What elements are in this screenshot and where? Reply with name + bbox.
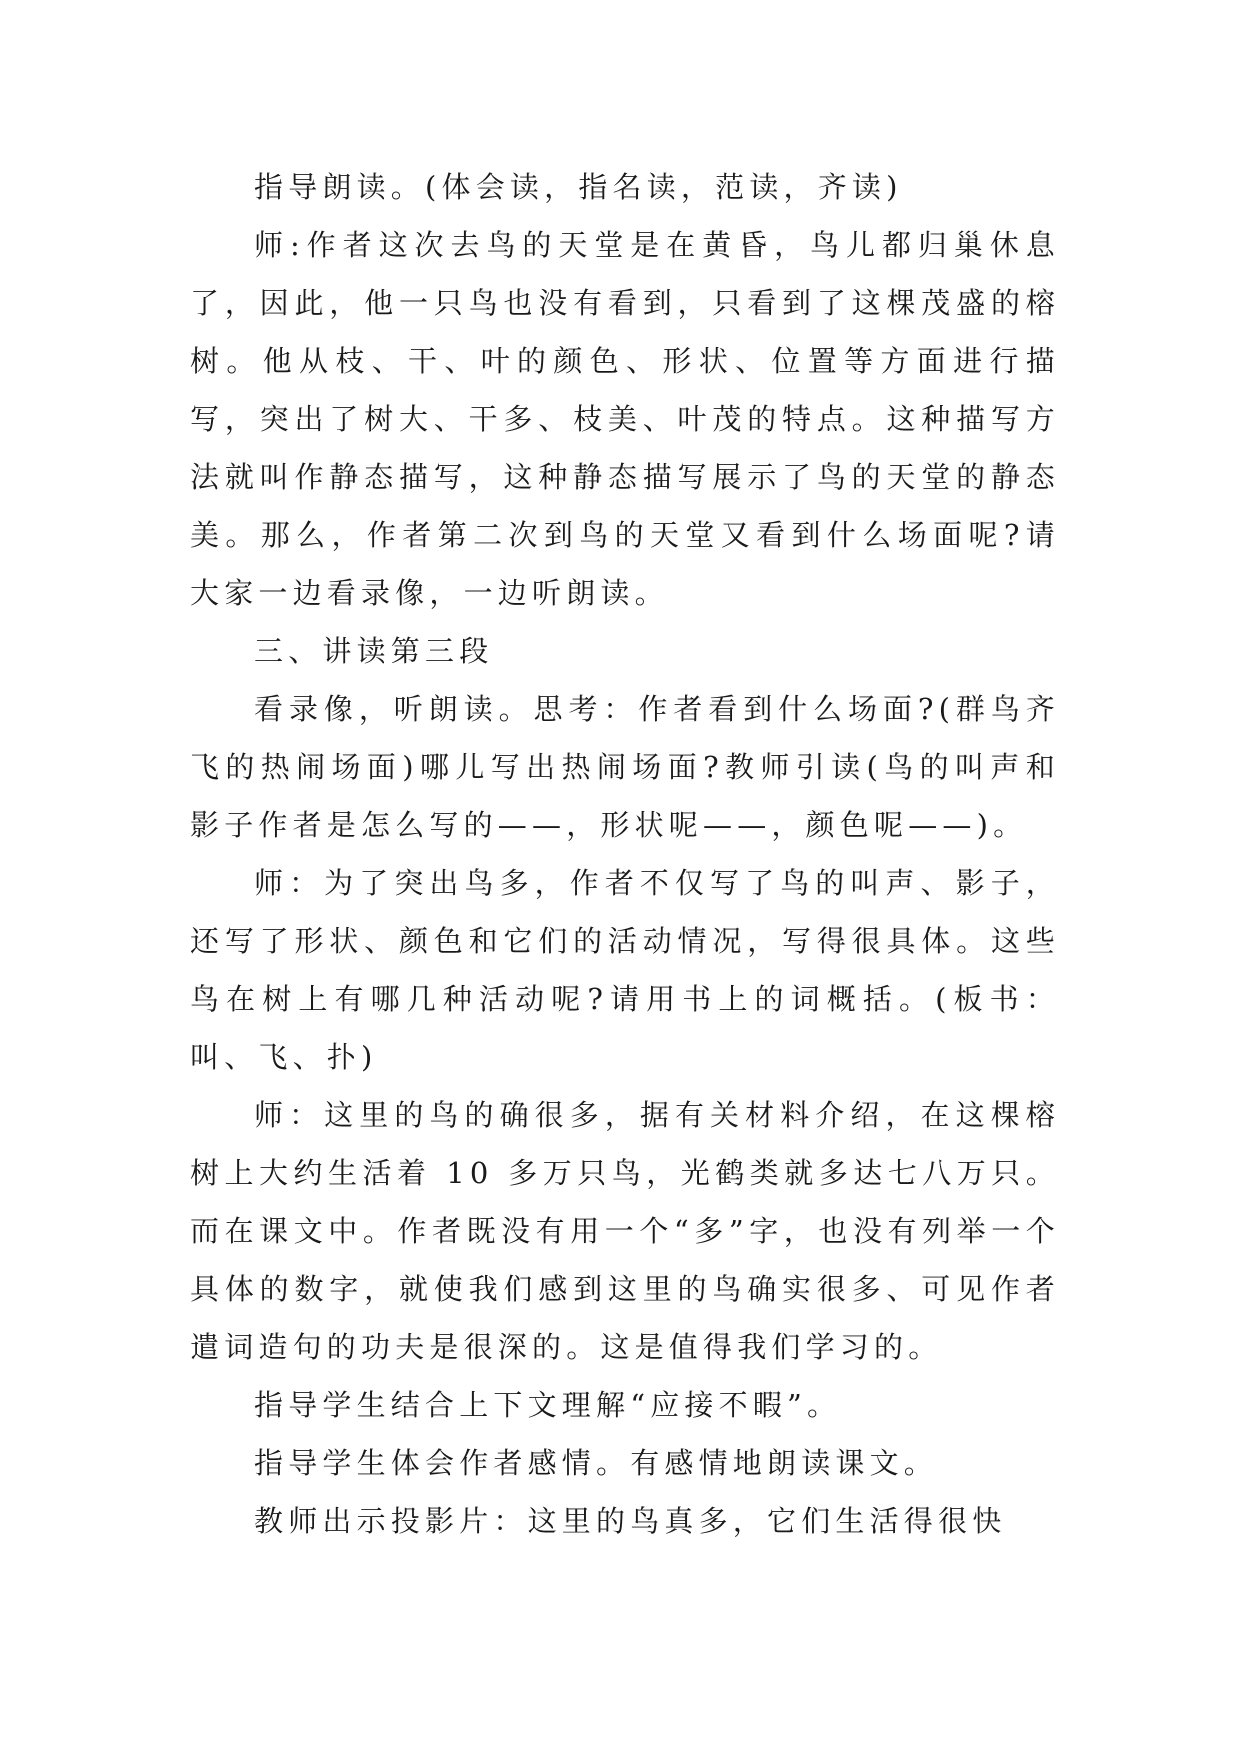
paragraph-watch-video: 看录像，听朗读。思考：作者看到什么场面?(群鸟齐飞的热闹场面)哪儿写出热闹场面?教师引读(鸟的叫声和影子作者是怎么写的——，形状呢——，颜色呢——)。 [190,692,1060,842]
paragraph-author-feelings: 指导学生体会作者感情。有感情地朗读课文。 [254,1446,939,1480]
paragraph-projection-slide: 教师出示投影片：这里的鸟真多，它们生活得很快 [254,1504,1007,1538]
paragraph-teacher-many-birds: 师：这里的鸟的确很多，据有关材料介绍，在这棵榕树上大约生活着 10 多万只鸟，光鹤类就多达七八万只。而在课文中。作者既没有用一个“多”字，也没有列举一个具体的数字，就使我们感到这里的鸟确实很多、可见作者遣词造句的功夫是很深的。这是值得我们学习的。 [190,1098,1060,1364]
paragraph-understand-phrase: 指导学生结合上下文理解“应接不暇”。 [254,1388,842,1422]
paragraph-guided-reading: 指导朗读。(体会读，指名读，范读，齐读) [254,170,903,204]
section-heading-third-paragraph: 三、讲读第三段 [254,634,494,668]
document-body [190,158,1060,1550]
paragraph-teacher-bird-activities: 师：为了突出鸟多，作者不仅写了鸟的叫声、影子，还写了形状、颜色和它们的活动情况，写得很具体。这些鸟在树上有哪几种活动呢?请用书上的词概括。(板书：叫、飞、扑) [190,866,1060,1074]
paragraph-teacher-static-description: 师:作者这次去鸟的天堂是在黄昏，鸟儿都归巢休息了，因此，他一只鸟也没有看到，只看到了这棵茂盛的榕树。他从枝、干、叶的颜色、形状、位置等方面进行描写，突出了树大、干多、枝美、叶茂的特点。这种描写方法就叫作静态描写，这种静态描写展示了鸟的天堂的静态美。那么，作者第二次到鸟的天堂又看到什么场面呢?请大家一边看录像，一边听朗读。 [190,228,1060,610]
